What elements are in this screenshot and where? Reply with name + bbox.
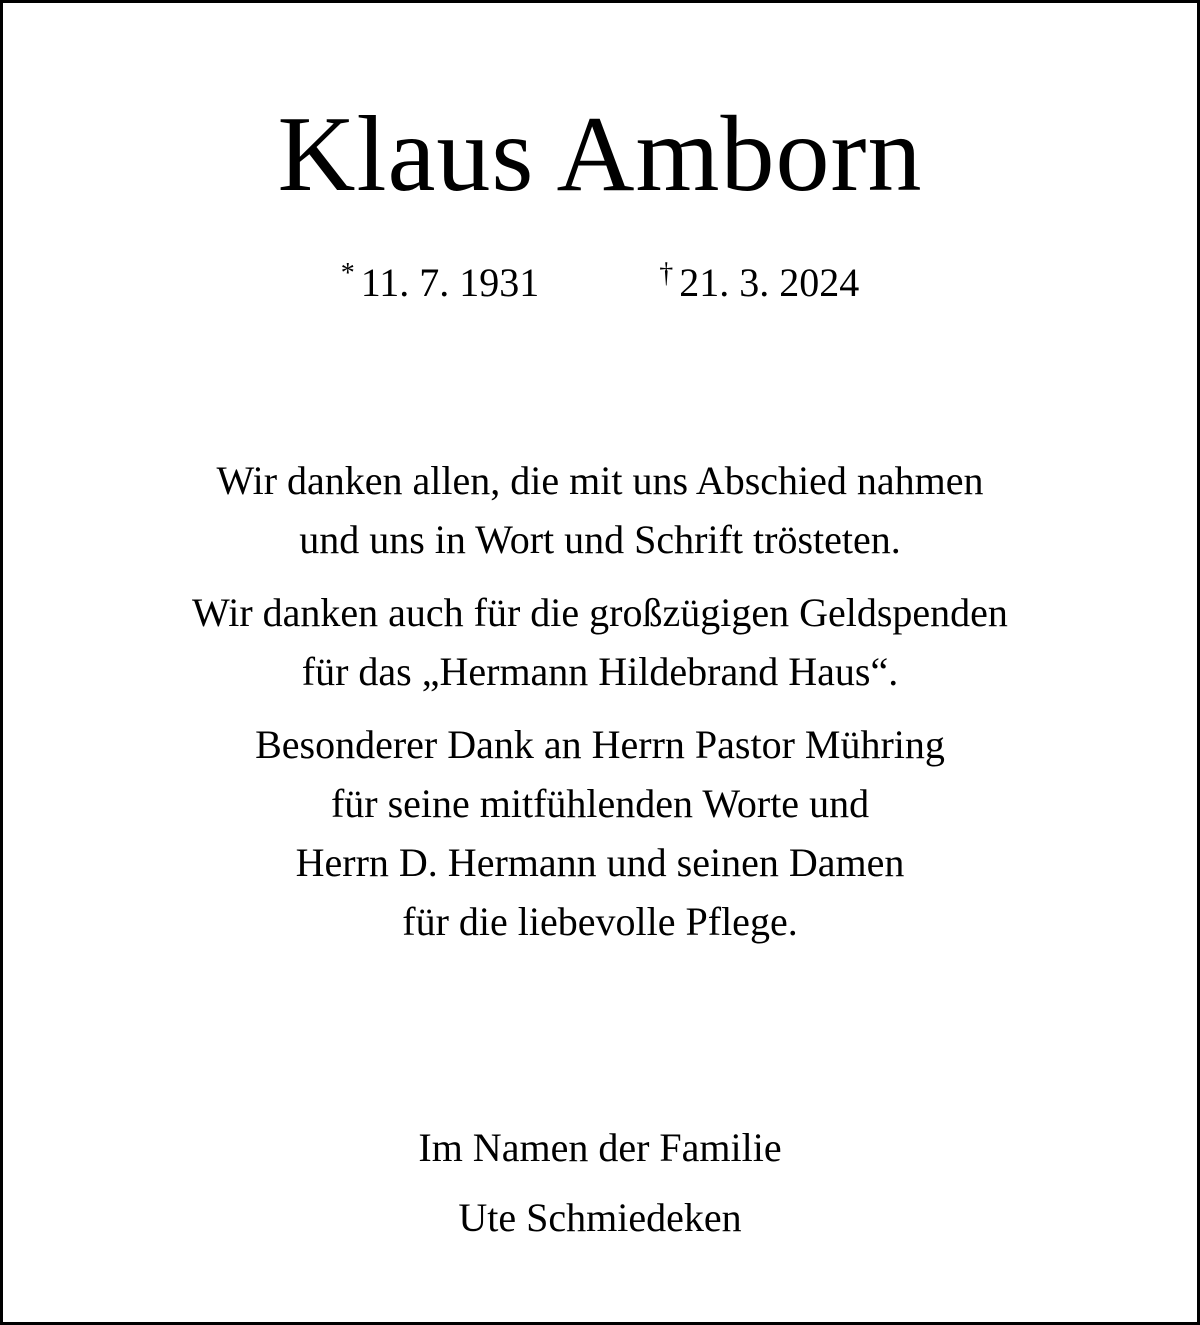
donations-paragraph (3, 583, 1197, 701)
death-symbol: † (659, 258, 674, 289)
text-line: Wir danken auch für die großzügigen Geldspenden (192, 590, 1008, 635)
birth-date-group (341, 249, 540, 308)
birth-symbol: * (340, 258, 355, 289)
text-line: und uns in Wort und Schrift trösteten. (299, 517, 901, 562)
death-date-group (659, 249, 859, 308)
death-date: 21. 3. 2024 (679, 260, 860, 305)
deceased-name: Klaus Amborn (277, 95, 923, 214)
text-line: Besonderer Dank an Herrn Pastor Mühring (255, 722, 945, 767)
thanks-text (3, 451, 1197, 965)
text-line: Herrn D. Hermann und seinen Damen (295, 840, 905, 885)
on-behalf-line: Im Namen der Familie (418, 1125, 782, 1170)
signoff (3, 1113, 1197, 1253)
birth-date: 11. 7. 1931 (360, 260, 540, 305)
life-dates (3, 249, 1197, 308)
text-line: Wir danken allen, die mit uns Abschied nahmen (216, 458, 984, 503)
thanks-paragraph (3, 451, 1197, 569)
signer-name: Ute Schmiedeken (458, 1195, 742, 1240)
text-line: für das „Hermann Hildebrand Haus“. (301, 649, 899, 694)
text-line: für seine mitfühlenden Worte und (330, 781, 870, 826)
text-line: für die liebevolle Pflege. (402, 899, 798, 944)
special-thanks-paragraph (3, 715, 1197, 951)
